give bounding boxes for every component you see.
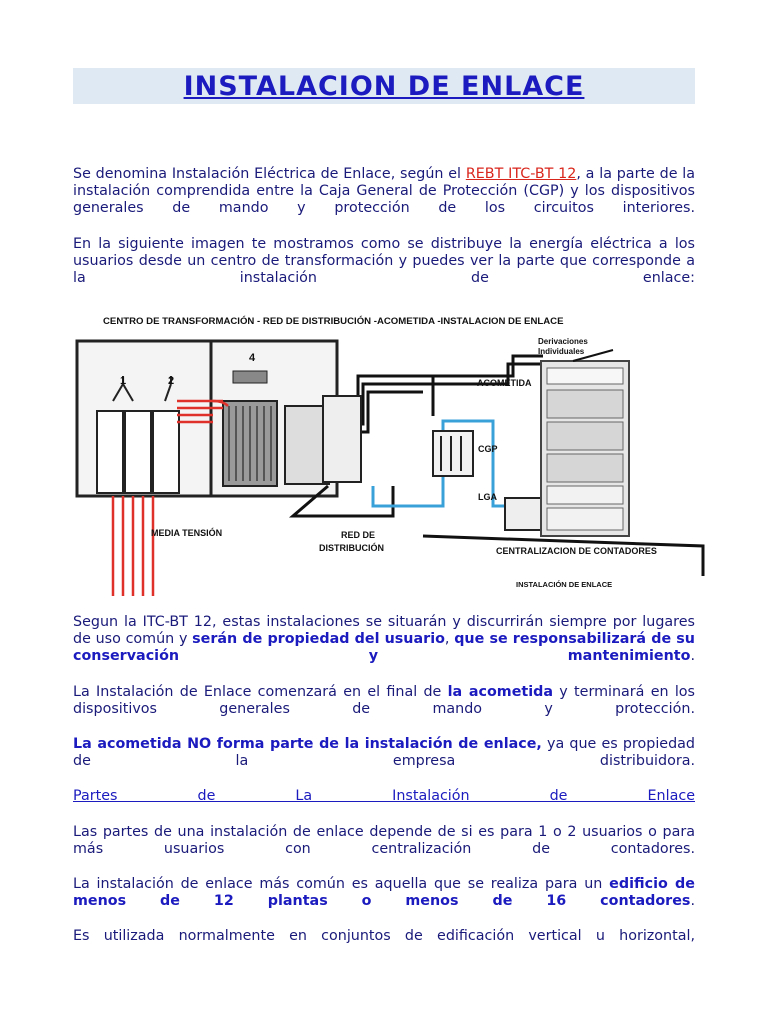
section-heading-partes: Partes de La Instalación de Enlace bbox=[73, 788, 695, 805]
paragraph-intro bbox=[73, 166, 695, 218]
label-red-1: RED DE bbox=[341, 530, 376, 540]
label-num-1: 1 bbox=[120, 375, 127, 387]
page-title: INSTALACION DE ENLACE bbox=[183, 70, 585, 102]
comienzo-bold: la acometida bbox=[447, 683, 554, 700]
label-lga: LGA bbox=[478, 492, 497, 502]
paragraph-segun bbox=[73, 614, 695, 666]
transformation-center bbox=[77, 341, 337, 496]
label-derivaciones-1: Derivaciones bbox=[538, 337, 588, 346]
acometida-bold: La acometida NO forma parte de la instalación de enlace, bbox=[73, 736, 542, 753]
segun-bold-2: que se responsabilizará de su conservación y mantenimiento bbox=[73, 631, 695, 665]
comun-text-post: . bbox=[690, 893, 695, 910]
label-derivaciones-2: Individuales bbox=[538, 347, 585, 356]
title-banner bbox=[73, 68, 695, 104]
label-cgp: CGP bbox=[478, 444, 498, 454]
document-body bbox=[73, 166, 695, 305]
paragraph-comienzo bbox=[73, 684, 695, 718]
lga-box bbox=[505, 498, 541, 530]
segun-bold-1: serán de propiedad del usuario bbox=[192, 631, 445, 648]
label-instalacion-enlace: INSTALACIÓN DE ENLACE bbox=[516, 580, 613, 589]
cgp-box bbox=[433, 431, 473, 476]
paragraph-comun bbox=[73, 876, 695, 910]
paragraph-utilizada: Es utilizada normalmente en conjuntos de edificación vertical u horizontal, bbox=[73, 928, 695, 945]
diagram-heading: CENTRO DE TRANSFORMACIÓN - RED DE DISTRIBUCIÓN -ACOMETIDA -INSTALACION DE ENLACE bbox=[103, 316, 564, 327]
paragraph-acometida bbox=[73, 736, 695, 770]
rebt-link[interactable]: REBT ITC-BT 12 bbox=[465, 166, 577, 182]
distribution-box bbox=[323, 396, 361, 482]
segun-text-post: . bbox=[690, 648, 695, 665]
meter-cabinet bbox=[541, 361, 629, 536]
label-centralizacion: CENTRALIZACION DE CONTADORES bbox=[496, 546, 657, 556]
segun-text-pre: Segun la ITC-BT 12, estas instalaciones se situarán y discurrirán siempre por lugares de uso común y bbox=[73, 614, 695, 648]
installation-diagram bbox=[73, 306, 713, 596]
label-num-2: 2 bbox=[168, 375, 175, 387]
label-num-4: 4 bbox=[249, 352, 256, 364]
paragraph-partes: Las partes de una instalación de enlace depende de si es para 1 o 2 usuarios o para más usuarios con centralización de contadores. bbox=[73, 823, 695, 857]
acometida-text-post: ya que es propiedad de la empresa distribuidora. bbox=[73, 736, 695, 770]
comienzo-text-post: y terminará en los dispositivos generales de mando y protección. bbox=[73, 683, 695, 717]
intro-text-pre: Se denomina Instalación Eléctrica de Enlace, según el bbox=[73, 166, 466, 182]
comun-bold: edificio de menos de 12 plantas o menos de 16 contadores bbox=[73, 876, 695, 910]
paragraph-image-intro: En la siguiente imagen te mostramos como se distribuye la energía eléctrica a los usuarios desde un centro de transformación y puedes ver la parte que corresponde a la instalación de enlace: bbox=[73, 235, 695, 287]
label-red-2: DISTRIBUCIÓN bbox=[319, 543, 384, 553]
segun-text-mid: , bbox=[444, 631, 455, 648]
label-acometida: ACOMETIDA bbox=[477, 378, 532, 388]
comienzo-text-pre: La Instalación de Enlace comenzará en el final de bbox=[73, 683, 448, 700]
comun-text-pre: La instalación de enlace más común es aquella que se realiza para un bbox=[73, 876, 610, 893]
intro-text-post: , a la parte de la instalación comprendida entre la Caja General de Protección (CGP) y los dispositivos generales de mando y protección de los circuitos interiores. bbox=[73, 166, 696, 217]
label-media-tension: MEDIA TENSIÓN bbox=[151, 528, 223, 538]
document-body-lower bbox=[73, 614, 695, 964]
